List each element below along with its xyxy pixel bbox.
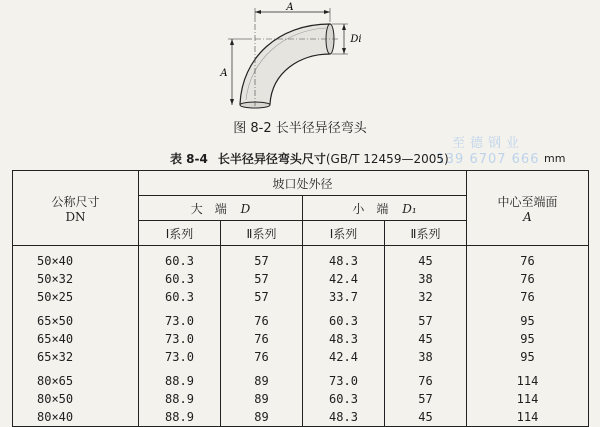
cell-center-a: 95 (467, 330, 589, 348)
cell-small-s1: 33.7 (303, 288, 385, 306)
header-large-series2: Ⅱ系列 (221, 221, 303, 246)
cell-center-a: 95 (467, 306, 589, 330)
cell-small-s1: 42.4 (303, 270, 385, 288)
cell-small-s1: 60.3 (303, 390, 385, 408)
header-small-series1: Ⅰ系列 (303, 221, 385, 246)
cell-small-s1: 48.3 (303, 246, 385, 271)
cell-large-s2: 89 (221, 366, 303, 390)
header-bevel-od: 坡口处外径 (139, 171, 467, 196)
cell-small-s2: 38 (385, 270, 467, 288)
watermark-phone: 139 6707 666 (436, 152, 540, 167)
cell-center-a: 76 (467, 288, 589, 306)
table-unit: mm (544, 152, 566, 165)
cell-small-s2: 45 (385, 408, 467, 427)
cell-large-s2: 89 (221, 390, 303, 408)
header-center-to-end-label: 中心至端面 (497, 194, 558, 209)
table-row (13, 408, 589, 427)
cell-small-s1: 73.0 (303, 366, 385, 390)
cell-dn: 65×32 (13, 348, 139, 366)
cell-large-s2: 57 (221, 246, 303, 271)
header-small-end (303, 196, 467, 221)
table-number: 表 8-4 (170, 152, 208, 166)
cell-center-a: 114 (467, 366, 589, 390)
cell-large-s2: 76 (221, 306, 303, 330)
table-row (13, 330, 589, 348)
dim-label-a-left: A (220, 68, 228, 79)
elbow-figure (212, 2, 372, 114)
dimension-table (12, 170, 589, 427)
table-row (13, 246, 589, 271)
cell-center-a: 95 (467, 348, 589, 366)
cell-center-a: 114 (467, 390, 589, 408)
table-title (170, 150, 449, 167)
cell-large-s1: 73.0 (139, 306, 221, 330)
header-nominal-size (13, 171, 139, 246)
header-large-sym: D (240, 201, 251, 216)
table-row (13, 306, 589, 330)
cell-center-a: 114 (467, 408, 589, 427)
header-center-to-end (467, 171, 589, 246)
header-center-sym: A (523, 209, 532, 224)
cell-large-s2: 76 (221, 330, 303, 348)
cell-large-s1: 60.3 (139, 288, 221, 306)
header-dn-label: DN (65, 209, 86, 224)
cell-dn: 50×25 (13, 288, 139, 306)
cell-dn: 65×50 (13, 306, 139, 330)
cell-small-s1: 60.3 (303, 306, 385, 330)
header-small-series2: Ⅱ系列 (385, 221, 467, 246)
cell-large-s1: 60.3 (139, 270, 221, 288)
cell-dn: 65×40 (13, 330, 139, 348)
cell-small-s2: 45 (385, 330, 467, 348)
header-small-end-label: 小 端 (352, 201, 389, 216)
cell-small-s1: 48.3 (303, 330, 385, 348)
cell-large-s2: 57 (221, 288, 303, 306)
watermark-name: 至德钢业 (451, 136, 524, 151)
cell-small-s2: 32 (385, 288, 467, 306)
header-nominal-size-label: 公称尺寸 (51, 194, 100, 209)
header-large-end-label: 大 端 (190, 201, 227, 216)
cell-dn: 50×32 (13, 270, 139, 288)
cell-large-s1: 73.0 (139, 330, 221, 348)
cell-center-a: 76 (467, 270, 589, 288)
cell-large-s1: 88.9 (139, 366, 221, 390)
cell-large-s2: 76 (221, 348, 303, 366)
table-row (13, 390, 589, 408)
table-row (13, 348, 589, 366)
cell-dn: 80×40 (13, 408, 139, 427)
cell-large-s1: 60.3 (139, 246, 221, 271)
table-row (13, 366, 589, 390)
cell-small-s2: 57 (385, 306, 467, 330)
header-small-sym: D₁ (402, 201, 417, 216)
figure-caption: 图 8-2 长半径异径弯头 (233, 121, 367, 136)
cell-dn: 80×65 (13, 366, 139, 390)
dim-label-di: Di (350, 34, 362, 45)
cell-center-a: 76 (467, 246, 589, 271)
elbow-drawing (212, 2, 372, 114)
cell-dn: 50×40 (13, 246, 139, 271)
cell-small-s1: 42.4 (303, 348, 385, 366)
cell-large-s2: 57 (221, 270, 303, 288)
table-row (13, 270, 589, 288)
cell-large-s1: 73.0 (139, 348, 221, 366)
cell-small-s1: 48.3 (303, 408, 385, 427)
table-standard: (GB/T 12459—2005) (325, 152, 449, 166)
cell-dn: 80×50 (13, 390, 139, 408)
table-title-text: 长半径异径弯头尺寸 (217, 152, 326, 166)
cell-small-s2: 38 (385, 348, 467, 366)
dim-label-a-top: A (286, 2, 294, 13)
header-large-end (139, 196, 303, 221)
cell-small-s2: 76 (385, 366, 467, 390)
cell-small-s2: 45 (385, 246, 467, 271)
header-large-series1: Ⅰ系列 (139, 221, 221, 246)
cell-large-s1: 88.9 (139, 408, 221, 427)
table-row (13, 288, 589, 306)
cell-large-s1: 88.9 (139, 390, 221, 408)
cell-large-s2: 89 (221, 408, 303, 427)
cell-small-s2: 57 (385, 390, 467, 408)
